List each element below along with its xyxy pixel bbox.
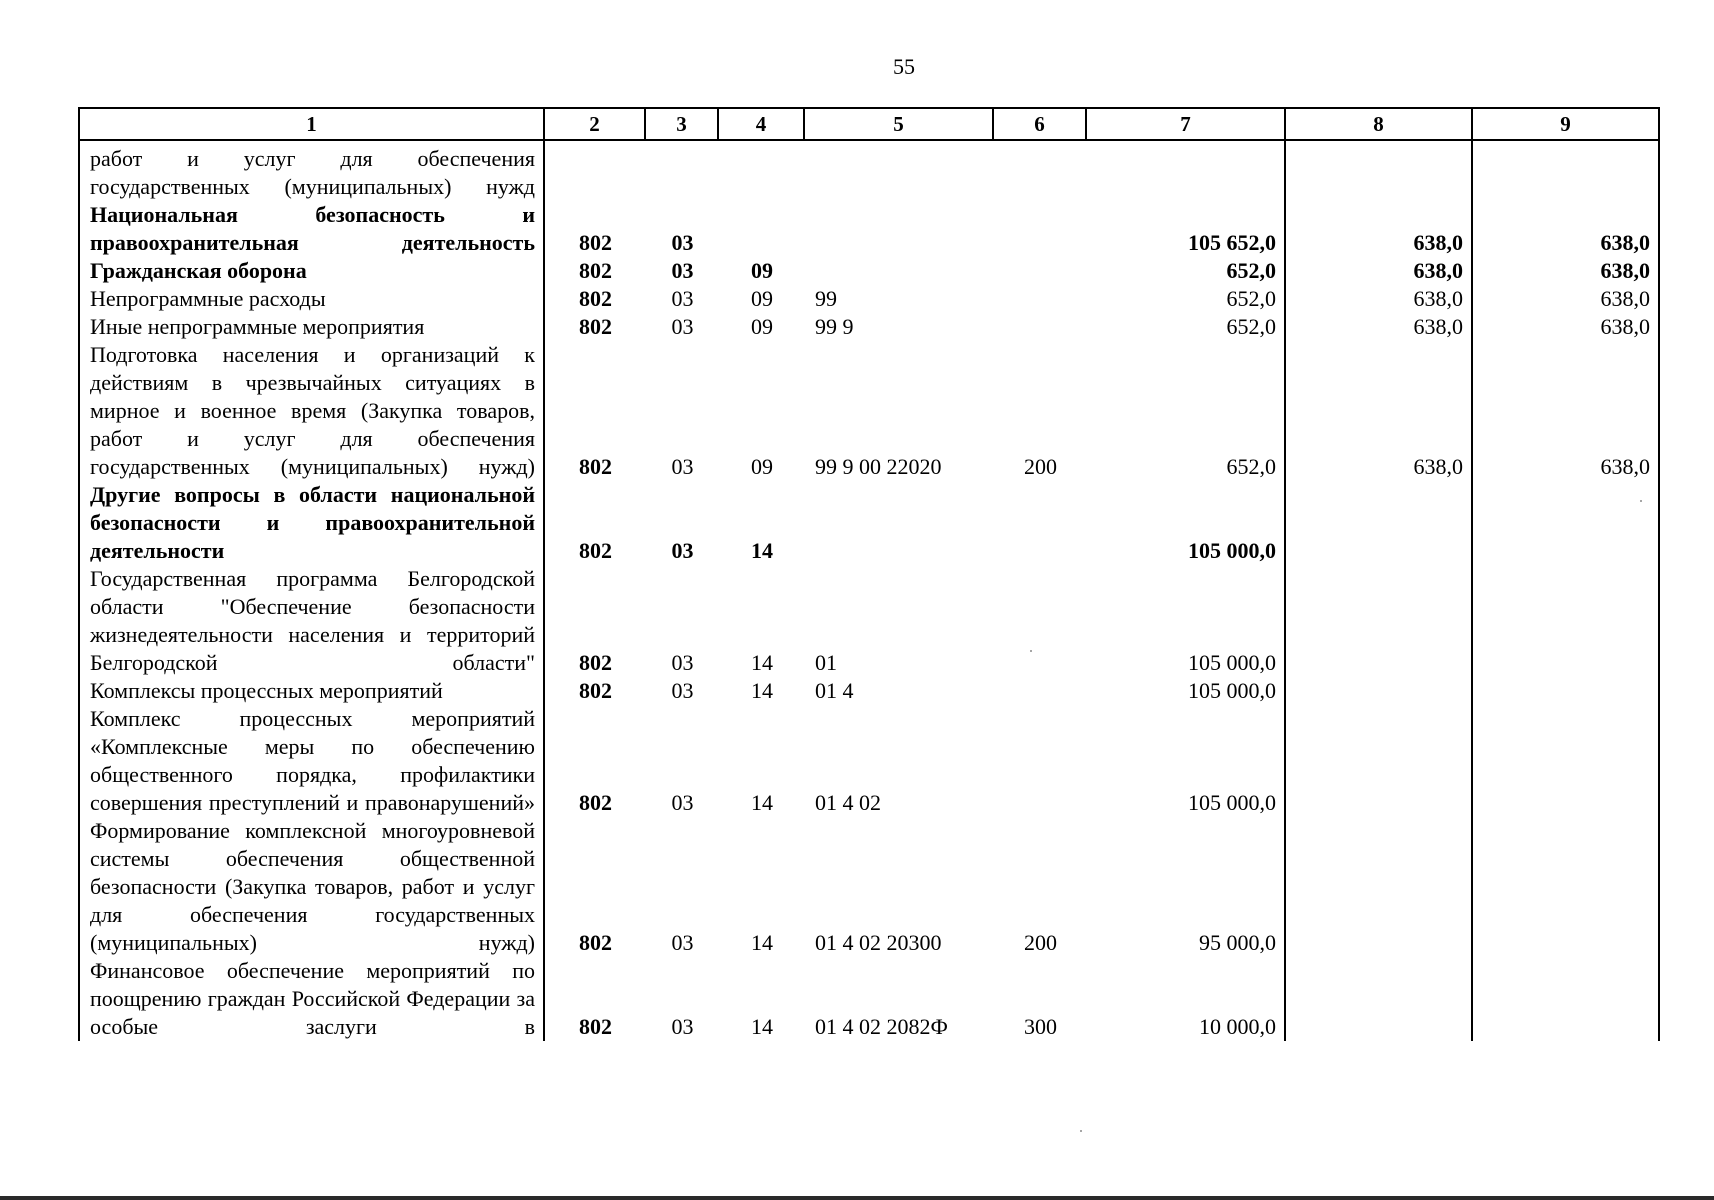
table-row <box>79 957 1659 1041</box>
cell-col2: 802 <box>544 677 645 705</box>
cell-col2: 802 <box>544 817 645 957</box>
cell-col6 <box>993 285 1086 313</box>
table-row <box>79 817 1659 957</box>
cell-col6 <box>993 140 1086 201</box>
cell-col2: 802 <box>544 201 645 257</box>
cell-col3: 03 <box>671 930 694 955</box>
cell-col8 <box>1285 140 1472 201</box>
cell-col2: 802 <box>544 257 645 285</box>
cell-col6 <box>993 565 1086 677</box>
row-name: Национальная безопасность и правоохранительная деятельность <box>79 201 544 257</box>
cell-col5 <box>804 201 993 257</box>
row-name: Государственная программа Белгородской области "Обеспечение безопасности жизнедеятельности населения и территорий Белгородской области" <box>79 565 544 677</box>
cell-col8 <box>1285 677 1472 705</box>
scan-speck <box>1080 1130 1082 1132</box>
table-row <box>79 140 1659 201</box>
cell-col3: 03 <box>671 258 694 283</box>
cell-col4: 14 <box>751 930 773 955</box>
cell-col7: 652,0 <box>1086 257 1285 285</box>
cell-col4: 14 <box>751 538 773 563</box>
table-row <box>79 313 1659 341</box>
cell-col7: 95 000,0 <box>1086 817 1285 957</box>
cell-col4 <box>718 201 804 257</box>
cell-col7: 10 000,0 <box>1086 957 1285 1041</box>
cell-col5: 01 4 02 <box>815 790 881 815</box>
column-header-6: 6 <box>993 108 1086 140</box>
cell-col6 <box>993 677 1086 705</box>
column-header-4: 4 <box>718 108 804 140</box>
cell-col8: 638,0 <box>1285 341 1472 481</box>
cell-col6 <box>993 705 1086 817</box>
cell-col4: 09 <box>751 258 773 283</box>
row-name: Гражданская оборона <box>79 257 544 285</box>
table-row <box>79 341 1659 481</box>
cell-col9: 638,0 <box>1472 257 1659 285</box>
cell-col4: 14 <box>751 650 773 675</box>
table-row <box>79 481 1659 565</box>
cell-col7: 105 652,0 <box>1086 201 1285 257</box>
cell-col6: 300 <box>1024 1014 1057 1039</box>
cell-col3: 03 <box>671 286 694 311</box>
scan-speck <box>1640 500 1642 502</box>
cell-col6: 200 <box>1024 930 1057 955</box>
cell-col6 <box>993 313 1086 341</box>
cell-col4: 09 <box>751 454 773 479</box>
cell-col4: 09 <box>751 314 773 339</box>
budget-table <box>78 107 1660 1041</box>
scan-speck <box>1030 650 1032 652</box>
cell-col5 <box>804 481 993 565</box>
row-name: Комплекс процессных мероприятий «Комплексные меры по обеспечению общественного порядка, профилактики совершения преступлений и правонарушений» <box>79 705 544 817</box>
cell-col2: 802 <box>544 705 645 817</box>
cell-col7: 105 000,0 <box>1086 677 1285 705</box>
cell-col2: 802 <box>544 285 645 313</box>
cell-col8: 638,0 <box>1285 201 1472 257</box>
cell-col4: 14 <box>751 678 773 703</box>
cell-col5: 99 <box>815 286 837 311</box>
cell-col4 <box>718 140 804 201</box>
cell-col2: 802 <box>544 481 645 565</box>
cell-col4: 14 <box>751 1014 773 1039</box>
cell-col7 <box>1086 140 1285 201</box>
cell-col9: 638,0 <box>1472 201 1659 257</box>
scan-edge <box>0 1196 1714 1200</box>
row-name: Формирование комплексной многоуровневой системы обеспечения общественной безопасности (Закупка товаров, работ и услуг для обеспечения государственных (муниципальных) нужд) <box>79 817 544 957</box>
cell-col8: 638,0 <box>1285 313 1472 341</box>
cell-col3: 03 <box>671 790 694 815</box>
cell-col4: 14 <box>751 790 773 815</box>
column-header-7: 7 <box>1086 108 1285 140</box>
cell-col5: 01 4 02 2082Ф <box>815 1014 948 1039</box>
cell-col5 <box>804 140 993 201</box>
cell-col5: 99 9 <box>815 314 854 339</box>
cell-col5: 01 4 02 20300 <box>815 930 942 955</box>
cell-col7: 652,0 <box>1086 313 1285 341</box>
cell-col3: 03 <box>671 1014 694 1039</box>
cell-col3 <box>645 140 718 201</box>
cell-col9 <box>1472 565 1659 677</box>
table-row <box>79 565 1659 677</box>
cell-col7: 652,0 <box>1086 285 1285 313</box>
cell-col7: 105 000,0 <box>1086 481 1285 565</box>
cell-col5: 01 4 <box>815 678 854 703</box>
cell-col9 <box>1472 817 1659 957</box>
cell-col3: 03 <box>671 538 694 563</box>
cell-col9: 638,0 <box>1472 313 1659 341</box>
column-number-row <box>79 108 1659 140</box>
cell-col9 <box>1472 705 1659 817</box>
cell-col4: 09 <box>751 286 773 311</box>
cell-col5: 01 <box>815 650 837 675</box>
cell-col9 <box>1472 957 1659 1041</box>
cell-col5: 99 9 00 22020 <box>815 454 942 479</box>
cell-col2: 802 <box>544 565 645 677</box>
row-name: Иные непрограммные мероприятия <box>79 313 544 341</box>
cell-col6 <box>993 481 1086 565</box>
cell-col2: 802 <box>544 341 645 481</box>
cell-col2 <box>544 140 645 201</box>
cell-col5 <box>804 257 993 285</box>
row-name: Другие вопросы в области национальной безопасности и правоохранительной деятельности <box>79 481 544 565</box>
row-name: Комплексы процессных мероприятий <box>79 677 544 705</box>
cell-col2: 802 <box>544 313 645 341</box>
cell-col3: 03 <box>671 230 694 255</box>
cell-col8 <box>1285 565 1472 677</box>
cell-col7: 652,0 <box>1086 341 1285 481</box>
column-header-2: 2 <box>544 108 645 140</box>
table-row <box>79 677 1659 705</box>
cell-col9 <box>1472 140 1659 201</box>
cell-col9: 638,0 <box>1472 285 1659 313</box>
table-row <box>79 201 1659 257</box>
row-name: Подготовка населения и организаций к действиям в чрезвычайных ситуациях в мирное и военное время (Закупка товаров, работ и услуг для обеспечения государственных (муниципальных) нужд) <box>79 341 544 481</box>
cell-col3: 03 <box>671 678 694 703</box>
table-row <box>79 705 1659 817</box>
cell-col7: 105 000,0 <box>1086 705 1285 817</box>
page-number: 55 <box>893 54 915 79</box>
cell-col2: 802 <box>544 957 645 1041</box>
cell-col9 <box>1472 677 1659 705</box>
cell-col8: 638,0 <box>1285 257 1472 285</box>
cell-col9 <box>1472 481 1659 565</box>
cell-col6: 200 <box>1024 454 1057 479</box>
cell-col3: 03 <box>671 650 694 675</box>
column-header-1: 1 <box>79 108 544 140</box>
cell-col8 <box>1285 705 1472 817</box>
cell-col6 <box>993 201 1086 257</box>
row-name: Финансовое обеспечение мероприятий по поощрению граждан Российской Федерации за особые заслуги в <box>79 957 544 1041</box>
cell-col8 <box>1285 481 1472 565</box>
row-name: работ и услуг для обеспечения государственных (муниципальных) нужд <box>79 140 544 201</box>
table-row <box>79 285 1659 313</box>
column-header-8: 8 <box>1285 108 1472 140</box>
cell-col8 <box>1285 957 1472 1041</box>
cell-col3: 03 <box>671 314 694 339</box>
cell-col8: 638,0 <box>1285 285 1472 313</box>
column-header-5: 5 <box>804 108 993 140</box>
column-header-9: 9 <box>1472 108 1659 140</box>
cell-col6 <box>993 257 1086 285</box>
table-row <box>79 257 1659 285</box>
column-header-3: 3 <box>645 108 718 140</box>
cell-col9: 638,0 <box>1472 341 1659 481</box>
cell-col8 <box>1285 817 1472 957</box>
row-name: Непрограммные расходы <box>79 285 544 313</box>
cell-col3: 03 <box>671 454 694 479</box>
cell-col7: 105 000,0 <box>1086 565 1285 677</box>
